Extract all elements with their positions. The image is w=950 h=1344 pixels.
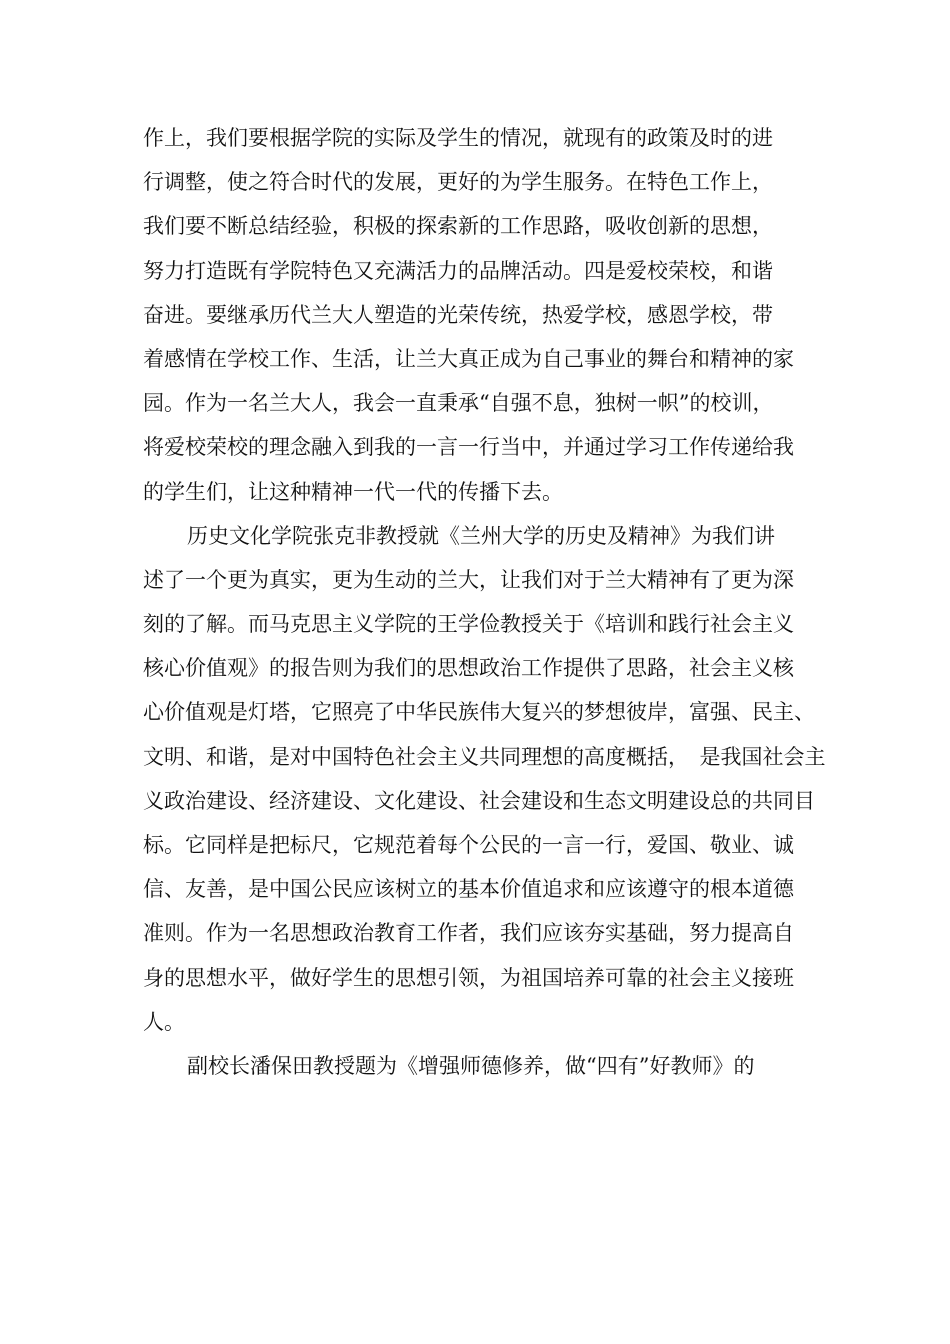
text-line: 刻的了解。而马克思主义学院的王学俭教授关于《培训和践行社会主义 bbox=[143, 612, 794, 637]
text-line: 我们要不断总结经验，积极的探索新的工作思路，吸收创新的思想， bbox=[143, 214, 773, 239]
text-line: 述了一个更为真实，更为生动的兰大，让我们对于兰大精神有了更为深 bbox=[143, 567, 794, 592]
text-line: 将爱校荣校的理念融入到我的一言一行当中，并通过学习工作传递给我 bbox=[143, 435, 794, 460]
text-line: 着感情在学校工作、生活，让兰大真正成为自己事业的舞台和精神的家 bbox=[143, 346, 794, 371]
document-body bbox=[143, 116, 826, 1088]
text-line: 信、友善，是中国公民应该树立的基本价值追求和应该遵守的根本道德 bbox=[143, 877, 794, 902]
text-line: 身的思想水平，做好学生的思想引领，为祖国培养可靠的社会主义接班 bbox=[143, 965, 794, 990]
text-line: 奋进。要继承历代兰大人塑造的光荣传统，热爱学校，感恩学校，带 bbox=[143, 302, 773, 327]
text-line: 园。作为一名兰大人，我会一直秉承“自强不息，独树一帜”的校训， bbox=[143, 391, 774, 416]
text-line: 核心价值观》的报告则为我们的思想政治工作提供了思路，社会主义核 bbox=[143, 656, 794, 681]
paragraph-vice-president bbox=[143, 1044, 823, 1088]
text-line: 人。 bbox=[143, 1009, 185, 1034]
paragraph-core-values bbox=[143, 514, 826, 1044]
text-line-first: 历史文化学院张克非教授就《兰州大学的历史及精神》为我们讲 bbox=[187, 523, 775, 548]
text-line: 的学生们，让这种精神一代一代的传播下去。 bbox=[143, 479, 563, 504]
text-line: 准则。作为一名思想政治教育工作者，我们应该夯实基础，努力提高自 bbox=[143, 921, 794, 946]
text-line: 文明、和谐，是对中国特色社会主义共同理想的高度概括， 是我国社会主 bbox=[143, 744, 826, 769]
text-line-first: 副校长潘保田教授题为《增强师德修养，做“四有”好教师》的 bbox=[187, 1053, 755, 1078]
text-line: 行调整，使之符合时代的发展，更好的为学生服务。在特色工作上， bbox=[143, 170, 773, 195]
text-line: 努力打造既有学院特色又充满活力的品牌活动。四是爱校荣校，和谐 bbox=[143, 258, 773, 283]
text-line: 心价值观是灯塔，它照亮了中华民族伟大复兴的梦想彼岸，富强、民主、 bbox=[143, 700, 815, 725]
paragraph-continuation bbox=[143, 116, 823, 514]
text-line: 作上，我们要根据学院的实际及学生的情况，就现有的政策及时的进 bbox=[143, 126, 773, 150]
text-line: 义政治建设、经济建设、文化建设、社会建设和生态文明建设总的共同目 bbox=[143, 788, 815, 813]
text-line: 标。它同样是把标尺，它规范着每个公民的一言一行，爱国、敬业、诚 bbox=[143, 833, 794, 857]
